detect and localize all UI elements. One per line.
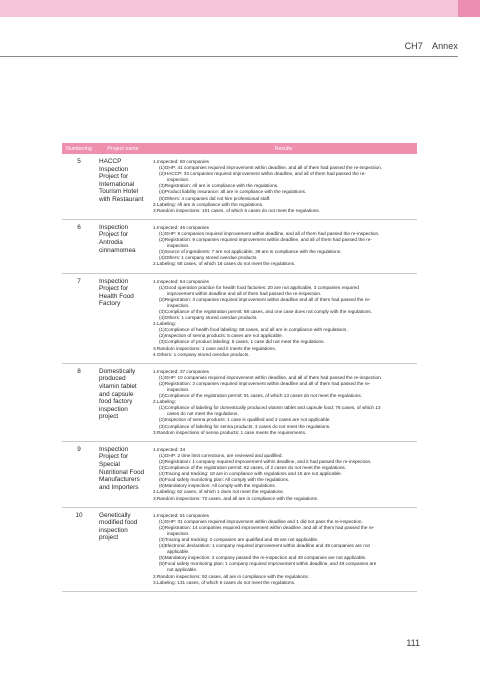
results-cell — [150, 273, 417, 363]
project-name-cell — [96, 363, 150, 441]
result-line: 2.Labeling: 62 cases, of which 1 does not meet the regulations. — [153, 489, 285, 495]
project-name-line: Antrodia — [99, 239, 123, 247]
result-line: (2)HACCP: 33 companies required improvement within deadline, and all of them had passed the re- — [159, 171, 366, 177]
project-name-line: Project for — [99, 285, 129, 293]
result-line: not applicable. — [167, 567, 198, 573]
results-cell — [150, 441, 417, 507]
result-line: 1.Inspected: 51 companies — [153, 512, 210, 518]
result-line: (3)Compliance of the registration permit: 62 cases, of 2 cases do not meet the regulations. — [159, 465, 347, 471]
row-number: 5 — [62, 154, 96, 219]
result-line: (3)Compliance of the registration permit: 91 cases, of which 13 cases do not meet the regulations. — [159, 393, 362, 399]
result-line: inspection. — [167, 387, 190, 392]
table-row — [62, 273, 417, 363]
project-name-cell — [96, 154, 150, 219]
project-name-line: and capsule — [99, 390, 134, 398]
project-name-cell — [96, 507, 150, 591]
result-line: (2)Inspection of senna products: 1 case is qualified and 2 cases are not applicable. — [159, 417, 331, 423]
chapter-tab-marker — [458, 0, 480, 17]
row-number: 6 — [62, 219, 96, 273]
result-line: (2)Registration: 9 companies required improvement within deadline, and all of them had passed the re- — [159, 237, 372, 243]
result-line: inspection. — [167, 530, 190, 536]
table-row — [62, 219, 417, 273]
result-line: (2)Registration: 1 company required improvement within deadline, and it had passed the re-inspection. — [159, 458, 372, 464]
table-body — [62, 154, 417, 591]
results-table-container — [62, 143, 417, 592]
project-name-cell — [96, 219, 150, 273]
table-row — [62, 154, 417, 219]
project-name-line: Tourism Hotel — [99, 188, 139, 196]
chapter-heading: CH7 Annex — [404, 41, 458, 51]
result-line: (6)Mandatory inspection: All comply with the regulations. — [159, 483, 276, 489]
table-row — [62, 441, 417, 507]
project-name-line: Inspection — [99, 165, 129, 173]
result-line: cases do not meet the regulations. — [167, 411, 239, 417]
results-cell — [150, 219, 417, 273]
project-name-line: Project for — [99, 453, 129, 461]
result-line: 1.Inspected: 64 companies — [153, 278, 210, 284]
result-line: (3)Compliance of product labeling: 5 cases, 1 case did not meet the regulations. — [159, 339, 325, 345]
project-name-cell — [96, 441, 150, 507]
project-name-cell — [96, 273, 150, 363]
result-line: (2)Inspection of senna products: 5 cases are not applicable. — [159, 333, 284, 339]
results-cell — [150, 507, 417, 591]
project-name-line: Inspection — [99, 223, 129, 231]
result-line: (1)Compliance of labeling for domestically produced vitamin tablet and capsule food: 76 cases, of which 13 — [159, 405, 381, 411]
result-line: 2.Random inspections: 92 cases, all are in compliance with the regulations. — [153, 573, 310, 579]
result-line: (1)Compliance of health food labeling: 68 cases, and all are in compliance with regulations. — [159, 327, 348, 333]
table-row — [62, 363, 417, 441]
project-name-line: project — [99, 413, 119, 421]
result-line: 2.Labeling: All are in compliance with the regulations. — [153, 201, 264, 207]
result-line: applicable. — [167, 549, 190, 555]
result-line: (6)Food safety monitoring plan: 1 company required improvement within deadline, and 49 companies are — [159, 561, 377, 567]
result-line: 3.Random inspections: 101 cases, of which 6 cases do not meet the regulations. — [153, 207, 321, 213]
project-name-line: Domestically — [99, 367, 136, 375]
result-line: 2.Labeling: — [153, 321, 176, 327]
result-line: (1)GHP: 10 companies required improvement within deadline, and all of them had passed the re-inspection. — [159, 374, 383, 380]
result-line: (4)Product liability insurance: all are in compliance with the regulations. — [159, 189, 307, 195]
result-line: inspection. — [167, 302, 190, 308]
result-line: (5)Food safety monitoring plan: All comply with the regulations. — [159, 477, 290, 483]
project-name-line: vitamin tablet — [99, 382, 137, 390]
result-line: (5)Others: 4 companies did not hire professional staff. — [159, 195, 271, 201]
result-line: 1.Inspected: 46 companies — [153, 224, 210, 230]
header-divider — [0, 56, 458, 57]
result-line: (1)GHP: 41 companies required improvement within deadline, and all of them had passed the re-inspection. — [159, 165, 383, 171]
result-line: (5)Mandatory inspection: 2 company passed the re-inspection and 49 companies are not applicable. — [159, 555, 367, 561]
table-header — [62, 143, 417, 154]
result-line: 1.Inspected: 34 — [153, 446, 186, 452]
result-line: 3.Labeling: 131 cases, of which 5 cases do not meet the regulations. — [153, 579, 296, 585]
result-line: (1)GHP: 2 time limit corrections, are reviewed and qualified. — [159, 452, 283, 458]
project-name-line: Special — [99, 460, 120, 468]
project-name-line: Inspection — [99, 277, 129, 285]
result-line: (3)Tracing and tracking: 2 companies are qualified and 49 are not applicable. — [159, 536, 319, 542]
project-name-line: project — [99, 534, 119, 542]
table-row — [62, 507, 417, 591]
project-name-line: Project for — [99, 231, 129, 239]
result-line: (3)Registration: All are in compliance with the regulations. — [159, 183, 279, 189]
result-line: 2.Labeling: — [153, 399, 176, 405]
result-line: (1)GHP: 31 companies required improvement within deadline and 1 did not pass the re-inspection. — [159, 518, 363, 524]
result-line: 3.Random inspections: 1 case and it meets the regulations. — [153, 345, 276, 351]
result-line: (4)Tracing and tracking: 18 are in compliance with regulations and 16 are not applicable. — [159, 471, 343, 477]
project-name-line: inspection — [99, 405, 128, 413]
project-name-line: modified food — [99, 519, 138, 527]
project-name-line: Nutritional Food — [99, 468, 145, 476]
result-line: (3)Compliance of labeling for senna products: 3 cases do not meet the regulations. — [159, 423, 331, 429]
row-number: 10 — [62, 507, 96, 591]
project-name-line: International — [99, 180, 135, 188]
project-name-line: Manufacturers — [99, 476, 140, 484]
result-line: (2)Registration: 14 companies required improvement within deadline, and all of them had passed the re- — [159, 524, 375, 530]
result-line: 2.Labeling: 68 cases, of which 18 cases do not meet the regulations. — [153, 261, 296, 267]
result-line: (2)Registration: 3 companies required improvement within deadline and all of them had passed the re- — [159, 380, 371, 386]
result-line: (4)Others: 1 company stored overdue products. — [159, 315, 258, 321]
result-line: (1)Good operation practice for health food factories: 20 are not applicable, 3 companies required — [159, 284, 359, 290]
project-name-line: cinnamomea — [99, 246, 136, 254]
result-line: 3.Random inspections: 72 cases, and all are in compliance with the regulations. — [153, 495, 319, 501]
project-name-line: HACCP — [99, 158, 122, 165]
top-color-band — [0, 0, 480, 17]
result-line: (3)Source of ingredients: 7 are not applicable, 39 are in compliance with the regulations. — [159, 249, 342, 255]
project-name-line: Inspection — [99, 445, 129, 453]
result-line: (4)Electronic declaration: 1 company required improvement within deadline and 49 companies are not — [159, 543, 370, 549]
result-line: (4)Others: 1 company stored overdue products. — [159, 255, 258, 261]
project-name-line: Project for — [99, 173, 129, 181]
result-line: (1)GHP: 9 companies required improvement within deadline, and all of them had passed the re-inspection. — [159, 230, 380, 236]
project-name-line: food factory — [99, 398, 133, 406]
project-name-line: and Importers — [99, 483, 139, 491]
result-line: 4.Others: 1 company stored overdue products. — [153, 351, 250, 357]
column-header-results: Results — [150, 143, 417, 154]
project-name-line: Genetically — [99, 511, 131, 519]
result-line: inspection. — [167, 177, 190, 183]
results-cell — [150, 363, 417, 441]
project-name-line: Health Food — [99, 292, 134, 300]
project-name-line: Factory — [99, 300, 121, 308]
result-line: 3.Random inspections of senna products: 1 case meets the requirements. — [153, 429, 307, 435]
result-line: (2)Registration: 3 companies required improvement within deadline and all of them had passed the re- — [159, 296, 371, 302]
row-number: 9 — [62, 441, 96, 507]
results-cell — [150, 154, 417, 219]
results-table — [62, 143, 417, 592]
row-number: 7 — [62, 273, 96, 363]
project-name-line: inspection — [99, 526, 128, 534]
result-line: inspection. — [167, 243, 190, 249]
result-line: 1.Inspected: 50 companies — [153, 159, 210, 164]
row-number: 8 — [62, 363, 96, 441]
column-header-project-name: Project name — [96, 143, 150, 154]
column-header-numbering: Numbering — [62, 143, 96, 154]
project-name-line: with Restaurant — [99, 195, 144, 203]
result-line: (3)Compliance of the registration permit: 68 cases, and one case does not comply with the regulations. — [159, 308, 372, 314]
result-line: improvement within deadline and all of them had passed the re-inspection. — [167, 290, 322, 296]
result-line: 1.Inspected: 37 companies — [153, 368, 210, 374]
project-name-line: produced — [99, 375, 126, 383]
page-number: 111 — [406, 638, 420, 648]
